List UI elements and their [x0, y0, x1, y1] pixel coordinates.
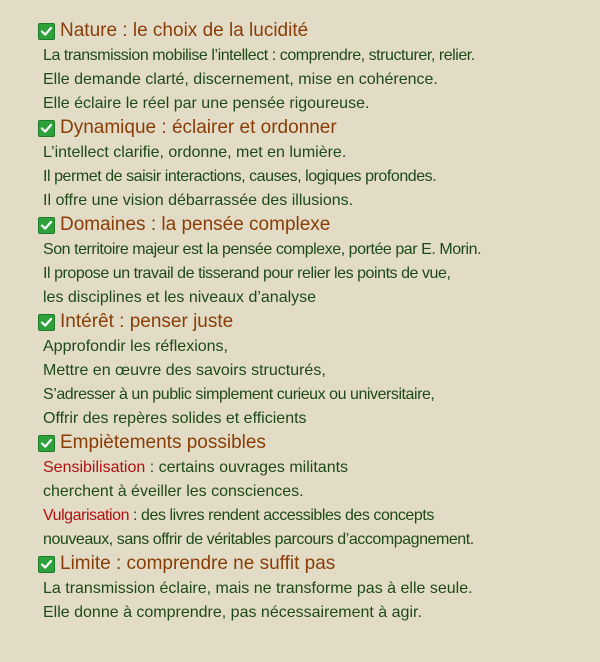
- check-box-icon: [38, 217, 55, 234]
- check-box-icon: [38, 314, 55, 331]
- section-title: Dynamique : éclairer et ordonner: [60, 117, 337, 138]
- body-line: La transmission éclaire, mais ne transforme pas à elle seule.: [43, 580, 473, 597]
- section-title: Intérêt : penser juste: [60, 311, 234, 332]
- section-heading: [38, 116, 580, 140]
- body-line-rest: : des livres rendent accessibles des concepts: [129, 507, 434, 524]
- section-interet: [38, 310, 580, 431]
- body-line: Il permet de saisir interactions, causes, logiques profondes.: [43, 168, 437, 185]
- check-box-icon: [38, 556, 55, 573]
- section-title: Domaines : la pensée complexe: [60, 214, 331, 235]
- section-title: Limite : comprendre ne suffit pas: [60, 553, 336, 574]
- section-empietements: [38, 431, 580, 552]
- check-box-icon: [38, 23, 55, 40]
- keyword-sensibilisation: Sensibilisation: [43, 459, 146, 476]
- section-dynamique: [38, 116, 580, 213]
- section-limite: [38, 552, 580, 625]
- section-title: Nature : le choix de la lucidité: [60, 20, 309, 41]
- body-line: Il propose un travail de tisserand pour relier les points de vue,: [43, 265, 451, 282]
- body-line: les disciplines et les niveaux d’analyse: [43, 289, 317, 306]
- body-line: Son territoire majeur est la pensée complexe, portée par E. Morin.: [43, 241, 482, 258]
- body-line: S’adresser à un public simplement curieux ou universitaire,: [43, 386, 435, 403]
- keyword-vulgarisation: Vulgarisation: [43, 507, 130, 524]
- section-heading: [38, 213, 580, 237]
- body-line: Offrir des repères solides et efficients: [43, 410, 307, 427]
- body-line: Elle donne à comprendre, pas nécessairement à agir.: [43, 604, 422, 621]
- section-heading: [38, 310, 580, 334]
- body-line: [43, 504, 580, 528]
- body-line: La transmission mobilise l’intellect : comprendre, structurer, relier.: [43, 47, 475, 64]
- body-line: cherchent à éveiller les consciences.: [43, 483, 304, 500]
- section-heading: [38, 431, 580, 455]
- section-heading: [38, 552, 580, 576]
- body-line: Mettre en œuvre des savoirs structurés,: [43, 362, 326, 379]
- body-line: Elle demande clarté, discernement, mise en cohérence.: [43, 71, 438, 88]
- section-nature: [38, 19, 580, 116]
- check-box-icon: [38, 435, 55, 452]
- body-line: [43, 456, 580, 480]
- check-box-icon: [38, 120, 55, 137]
- body-line: Approfondir les réflexions,: [43, 338, 228, 355]
- section-title: Empiètements possibles: [60, 432, 266, 453]
- body-line-rest: : certains ouvrages militants: [145, 459, 349, 476]
- body-line: Elle éclaire le réel par une pensée rigoureuse.: [43, 95, 370, 112]
- section-heading: [38, 19, 580, 43]
- body-line: nouveaux, sans offrir de véritables parcours d’accompagnement.: [43, 531, 474, 548]
- body-line: L’intellect clarifie, ordonne, met en lumière.: [43, 144, 347, 161]
- body-line: Il offre une vision débarrassée des illusions.: [43, 192, 354, 209]
- section-domaines: [38, 213, 580, 310]
